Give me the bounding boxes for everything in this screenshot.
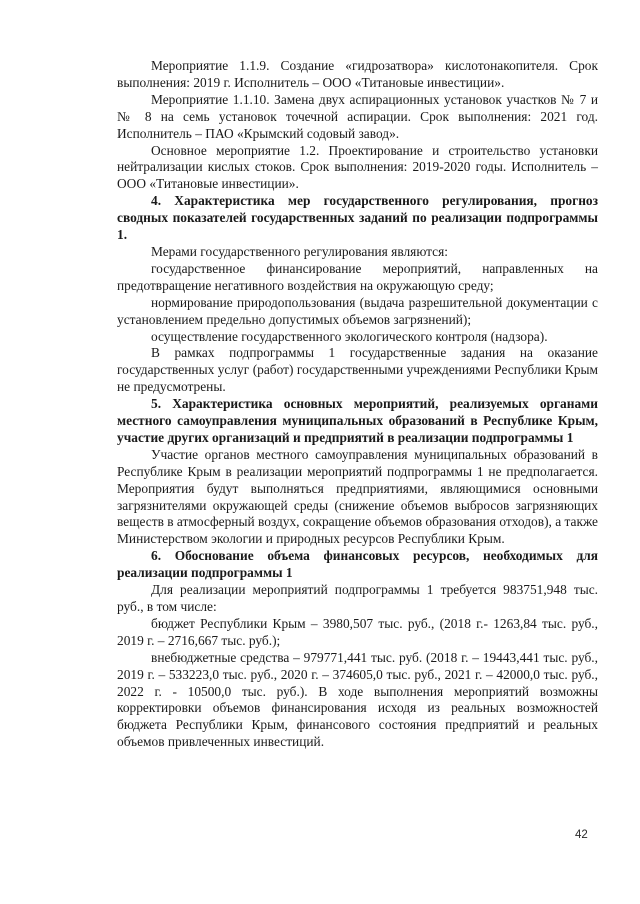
list-item-state-financing: государственное финансирование мероприятий, направленных на предотвращение негативного воздействия на окружающую среду;: [117, 260, 598, 293]
paragraph-main-measure-1-2: Основное мероприятие 1.2. Проектирование и строительство установки нейтрализации кислых стоков. Срок выполнения: 2019-2020 годы. Исполнитель – ООО «Титановые инвестиции».: [117, 142, 598, 192]
document-body: [117, 58, 598, 751]
list-item-ecological-control: осуществление государственного экологического контроля (надзора).: [151, 328, 548, 344]
paragraph-state-tasks: В рамках подпрограммы 1 государственные задания на оказание государственных услуг (работ) государственными учреждениями Республики Крым не предусмотрены.: [117, 345, 598, 395]
page-number: 42: [575, 829, 588, 841]
paragraph-funding-extrabudgetary: внебюджетные средства – 979771,441 тыс. руб. (2018 г. – 19443,441 тыс. руб., 2019 г. – 533223,0 тыс. руб., 2020 г. – 374605,0 тыс. руб., 2021 г. – 42000,0 тыс. руб., 2022 г. - 10500,0 тыс. руб.). В ходе выполнения мероприятий возможны корректировки объемов финансирования исходя из реальных возможностей бюджета Республики Крым, финансового состояния предприятий и реальных объемов привлеченных инвестиций.: [117, 649, 598, 750]
paragraph-funding-total: Для реализации мероприятий подпрограммы 1 требуется 983751,948 тыс. руб., в том числе:: [117, 582, 598, 614]
paragraph-funding-budget: бюджет Республики Крым – 3980,507 тыс. руб., (2018 г.- 1263,84 тыс. руб., 2019 г. – 2716,667 тыс. руб.);: [117, 615, 598, 648]
section-heading-5: 5. Характеристика основных мероприятий, реализуемых органами местного самоуправления муниципальных образований в Республике Крым, участие других организаций и предприятий в реализации подпрограммы 1: [117, 396, 598, 445]
paragraph-local-government-participation: Участие органов местного самоуправления муниципальных образований в Республике Крым в реализации мероприятий подпрограммы 1 не предполагается. Мероприятия будут выполняться предприятиями, являющимися основными загрязнителями окружающей среды (снижение объемов выбросов загрязняющих веществ в атмосферный воздух, сокращение объемов образования отходов), а также Министерством экологии и природных ресурсов Республики Крым.: [117, 446, 598, 547]
list-item-nature-use-rationing: нормирование природопользования (выдача разрешительной документации с установлением предельно допустимых объемов загрязнений);: [117, 294, 598, 327]
paragraph-measure-1-1-10: Мероприятие 1.1.10. Замена двух аспирационных установок участков № 7 и № 8 на семь установок точечной аспирации. Срок выполнения: 2021 год. Исполнитель – ПАО «Крымский содовый завод».: [117, 91, 598, 141]
section-heading-6: 6. Обоснование объема финансовых ресурсов, необходимых для реализации подпрограммы 1: [117, 548, 598, 581]
section-heading-4: 4. Характеристика мер государственного регулирования, прогноз сводных показателей государственных заданий по реализации подпрограммы 1.: [117, 193, 598, 243]
paragraph-measure-1-1-9: Мероприятие 1.1.9. Создание «гидрозатвора» кислотонакопителя. Срок выполнения: 2019 г. Исполнитель – ООО «Титановые инвестиции».: [117, 58, 598, 90]
paragraph-regulation-intro: Мерами государственного регулирования являются:: [151, 243, 448, 259]
